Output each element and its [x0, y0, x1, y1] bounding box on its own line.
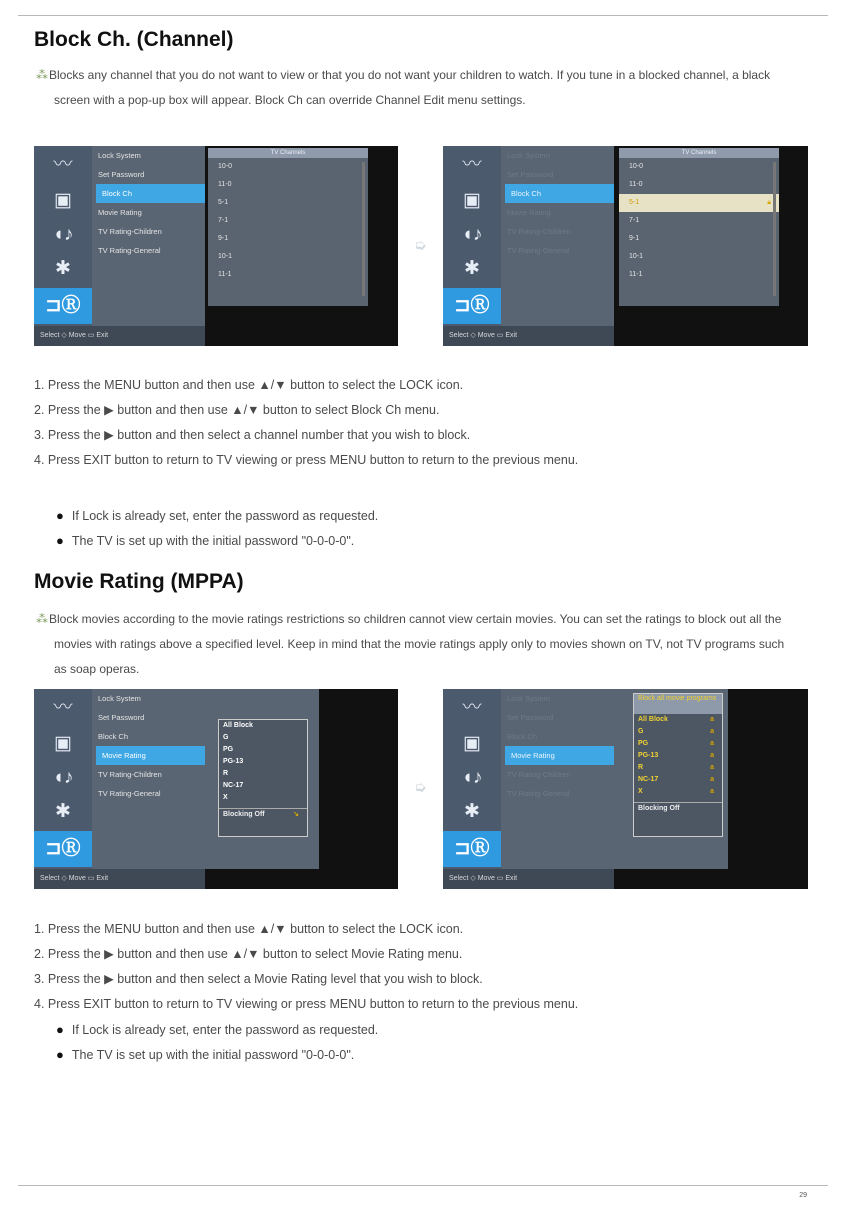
- lock-icon: ⊐Ⓡ: [34, 288, 92, 324]
- osd-icon-column: [443, 146, 501, 326]
- movie-rating-steps: [34, 917, 824, 1017]
- setup-icon: ✱: [55, 258, 71, 279]
- menu-item: TV Rating-General: [507, 789, 570, 798]
- menu-item: Set Password: [507, 713, 554, 722]
- sound-icon: ◖♪: [461, 224, 483, 245]
- block-ch-intro: ⁂ Blocks any channel that you do not want to view or that you do not want your children to watch. If you tune in a blocked channel, a black screen with a pop-up box will appear. Block Ch can override Channel Edit menu settings.: [36, 68, 771, 107]
- channel-list: [208, 148, 368, 306]
- rating-item[interactable]: G a: [634, 726, 722, 738]
- channel-item: 9-1: [218, 235, 229, 242]
- lock-icon: 🔒︎: [767, 199, 771, 206]
- chevron-icon: ↘: [293, 811, 299, 818]
- step: 3. Press the ▶ button and then select a Movie Rating level that you wish to block.: [34, 972, 483, 986]
- lock-icon: ⊐Ⓡ: [443, 831, 501, 867]
- picture-icon: ▣: [463, 190, 481, 211]
- menu-item: Block Ch: [98, 732, 129, 741]
- note: ● The TV is set up with the initial password "0-0-0-0".: [56, 1042, 378, 1067]
- channel-item: 10-0: [218, 163, 233, 170]
- osd-screen-block-ch-after: [443, 146, 808, 346]
- setup-icon: ✱: [55, 801, 71, 822]
- satellite-icon: 〰: [462, 697, 482, 718]
- lock-icon: ⊐Ⓡ: [34, 831, 92, 867]
- lock-icon: a: [710, 728, 714, 735]
- osd-menu: [92, 689, 205, 869]
- menu-item: Movie Rating: [98, 208, 142, 217]
- osd-icon-column: [34, 689, 92, 869]
- sound-icon: ◖♪: [52, 767, 74, 788]
- osd-icon-column: [443, 689, 501, 869]
- channel-item: 11-1: [218, 271, 232, 278]
- setup-icon: ✱: [464, 258, 480, 279]
- menu-item: Set Password: [507, 170, 554, 179]
- rating-item[interactable]: PG a: [634, 738, 722, 750]
- picture-icon: ▣: [54, 733, 72, 754]
- channel-item: 9-1: [629, 235, 640, 242]
- osd-icon-column: [34, 146, 92, 326]
- note: ● If Lock is already set, enter the password as requested.: [56, 503, 378, 528]
- note: ● If Lock is already set, enter the password as requested.: [56, 1017, 378, 1042]
- menu-item-selected: Block Ch: [96, 184, 205, 203]
- rating-item: PG: [223, 746, 234, 753]
- block-ch-steps: [34, 373, 824, 473]
- lock-icon: a: [710, 740, 714, 747]
- channel-item: 11-0: [218, 181, 232, 188]
- osd-screen-movie-rating-after: [443, 689, 808, 889]
- lock-icon: a: [710, 788, 714, 795]
- menu-item: Set Password: [98, 170, 145, 179]
- scrollbar: [773, 162, 776, 296]
- section-title-block-ch: Block Ch. (Channel): [34, 28, 234, 51]
- rating-item[interactable]: R a: [634, 762, 722, 774]
- channel-list: [619, 148, 779, 306]
- note: ● The TV is set up with the initial password "0-0-0-0".: [56, 528, 378, 553]
- step: 1. Press the MENU button and then use ▲/▼ button to select the LOCK icon.: [34, 922, 464, 936]
- channel-item: 10-1: [629, 253, 644, 260]
- movie-rating-notes: [56, 1017, 378, 1067]
- satellite-icon: 〰: [53, 697, 73, 718]
- channel-item-blocked[interactable]: 5-1 🔒︎: [619, 194, 779, 212]
- channel-item: 7-1: [218, 217, 229, 224]
- menu-item-selected: Movie Rating: [96, 746, 205, 765]
- menu-item: TV Rating-Children: [507, 770, 571, 779]
- rating-item: NC-17: [223, 782, 244, 789]
- menu-item: Lock System: [98, 694, 141, 703]
- blocking-off-option[interactable]: Blocking Off: [634, 802, 722, 815]
- rating-item: X: [223, 794, 228, 801]
- osd-help-bar: Select ◇ Move ▭ Exit: [34, 869, 205, 889]
- osd-menu: [501, 689, 614, 869]
- picture-icon: ▣: [463, 733, 481, 754]
- top-rule: [18, 15, 828, 16]
- channel-item: 5-1: [218, 199, 229, 206]
- satellite-icon: 〰: [53, 154, 73, 175]
- arrow-icon: ➭: [414, 779, 427, 796]
- step: 2. Press the ▶ button and then use ▲/▼ button to select Block Ch menu.: [34, 403, 440, 417]
- channel-item: 10-1: [218, 253, 233, 260]
- rating-item: All Block: [223, 722, 253, 729]
- menu-item: TV Rating-Children: [98, 770, 162, 779]
- channel-list-caption: TV Channels: [619, 148, 779, 158]
- rating-item[interactable]: All Block a: [634, 714, 722, 726]
- osd-help-bar: Select ◇ Move ▭ Exit: [443, 869, 614, 889]
- section-title-movie-rating: Movie Rating (MPPA): [34, 570, 244, 593]
- rating-item[interactable]: PG-13 a: [634, 750, 722, 762]
- osd-menu: [501, 146, 614, 326]
- page-number: 29: [799, 1192, 807, 1199]
- rating-item[interactable]: X a: [634, 786, 722, 798]
- rating-item: R: [223, 770, 229, 777]
- setup-icon: ✱: [464, 801, 480, 822]
- rating-item: G: [223, 734, 229, 741]
- step: 4. Press EXIT button to return to TV viewing or press MENU button to return to the previous menu.: [34, 997, 579, 1011]
- satellite-icon: 〰: [462, 154, 482, 175]
- menu-item: TV Rating-General: [507, 246, 570, 255]
- rating-item[interactable]: NC-17 a: [634, 774, 722, 786]
- menu-item-selected: Block Ch: [505, 184, 614, 203]
- channel-list-caption: TV Channels: [208, 148, 368, 158]
- sound-icon: ◖♪: [52, 224, 74, 245]
- menu-item: TV Rating-Children: [507, 227, 571, 236]
- block-all-caption: Block all movie programs: [634, 694, 722, 714]
- menu-item: Lock System: [507, 151, 550, 160]
- menu-item: Lock System: [507, 694, 550, 703]
- osd-menu: [92, 146, 205, 326]
- osd-screen-block-ch-before: [34, 146, 398, 346]
- rating-list: [218, 719, 308, 837]
- lock-icon: a: [710, 716, 714, 723]
- arrow-icon: ➭: [414, 237, 427, 254]
- menu-item: Movie Rating: [507, 208, 551, 217]
- menu-item: Lock System: [98, 151, 141, 160]
- channel-item: 10-0: [629, 163, 644, 170]
- channel-item: 11-1: [629, 271, 643, 278]
- menu-item: Block Ch: [507, 732, 538, 741]
- menu-item-selected: Movie Rating: [505, 746, 614, 765]
- lock-icon: a: [710, 776, 714, 783]
- step: 3. Press the ▶ button and then select a channel number that you wish to block.: [34, 428, 471, 442]
- scrollbar: [362, 162, 365, 296]
- menu-item: Set Password: [98, 713, 145, 722]
- step: 1. Press the MENU button and then use ▲/▼ button to select the LOCK icon.: [34, 378, 464, 392]
- channel-item: 11-0: [629, 181, 643, 188]
- bottom-rule: [18, 1185, 828, 1186]
- menu-item: TV Rating-Children: [98, 227, 162, 236]
- rating-list-blocked: [633, 693, 723, 837]
- lock-icon: a: [710, 764, 714, 771]
- osd-help-bar: Select ◇ Move ▭ Exit: [443, 326, 614, 346]
- rating-item: PG-13: [223, 758, 244, 765]
- menu-item: TV Rating-General: [98, 246, 161, 255]
- osd-screen-movie-rating-before: [34, 689, 398, 889]
- step: 2. Press the ▶ button and then use ▲/▼ button to select Movie Rating menu.: [34, 947, 463, 961]
- menu-item: TV Rating-General: [98, 789, 161, 798]
- block-ch-notes: [56, 503, 378, 553]
- sparkle-icon: ⁂: [36, 612, 47, 626]
- blocking-off-option[interactable]: Blocking Off ↘: [219, 808, 307, 821]
- movie-rating-intro: ⁂ Block movies according to the movie ratings restrictions so children cannot view certain movies. You can set the ratings to block out all the movies with ratings above a specified level. Keep in mind that the movie ratings apply only to movies shown on TV, not TV programs such as soap operas.: [36, 612, 785, 676]
- osd-help-bar: Select ◇ Move ▭ Exit: [34, 326, 205, 346]
- sparkle-icon: ⁂: [36, 68, 47, 82]
- lock-icon: a: [710, 752, 714, 759]
- step: 4. Press EXIT button to return to TV viewing or press MENU button to return to the previous menu.: [34, 453, 579, 467]
- lock-icon: ⊐Ⓡ: [443, 288, 501, 324]
- channel-item: 7-1: [629, 217, 640, 224]
- sound-icon: ◖♪: [461, 767, 483, 788]
- picture-icon: ▣: [54, 190, 72, 211]
